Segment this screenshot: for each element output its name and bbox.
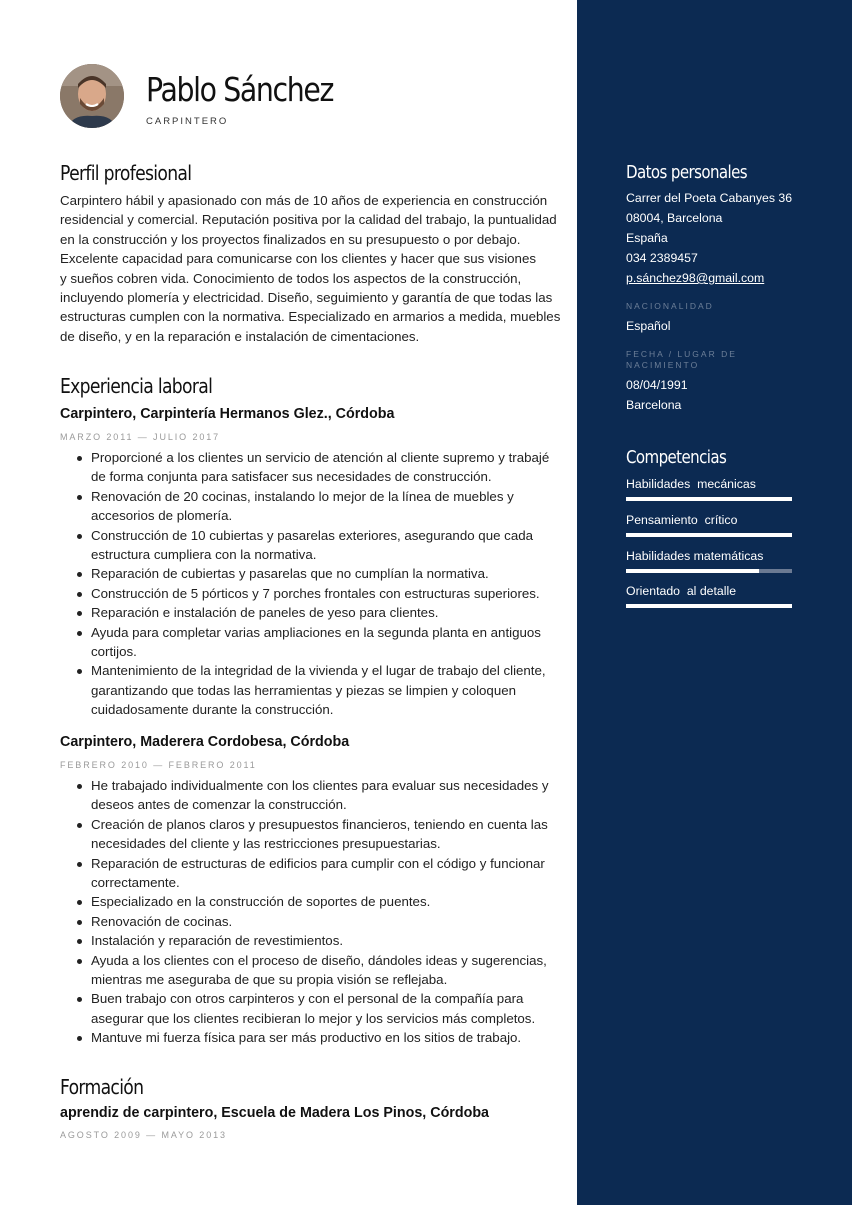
list-item: [77, 526, 547, 565]
skill-name: Habilidades mecánicas: [626, 477, 756, 491]
bullet-line: Mantuve mi fuerza física para ser más productivo en los sitios de trabajo.: [91, 1030, 522, 1046]
list-item: [77, 815, 547, 854]
bullet-line: Construcción de 5 pórticos y 7 porches frontales con estructuras superiores.: [91, 585, 540, 601]
avatar: [60, 64, 124, 128]
skill-level-bar: [626, 569, 792, 573]
bullet-line: He trabajado individualmente con los clientes para evaluar sus necesidades y: [91, 778, 549, 793]
list-item: [77, 584, 547, 603]
bullet-line: Proporcioné a los clientes un servicio de atención al cliente supremo y trabajé: [91, 450, 550, 465]
sidebar: [577, 0, 852, 1205]
skill-level-bar: [626, 533, 792, 537]
skills-section-title: Competencias: [626, 448, 727, 468]
bullet-line: Reparación e instalación de paneles de yeso para clientes.: [91, 605, 439, 621]
bullet-line: de forma conjunta para satisfacer sus necesidades de construcción.: [91, 469, 492, 485]
job-dates: MARZO 2011 — JULIO 2017: [60, 432, 221, 442]
bullet-line: Buen trabajo con otros carpinteros y con el personal de la compañía para: [91, 991, 524, 1007]
list-item: [77, 661, 547, 719]
profile-line: estructuras cumplen con la normativa. Especializado en armarios a medida, muebles: [60, 309, 561, 325]
profile-section-title: Perfil profesional: [60, 161, 192, 185]
candidate-name: Pablo Sánchez: [146, 70, 333, 109]
profile-summary: [60, 191, 561, 346]
job-bullet-list: [77, 448, 550, 720]
skill-level-fill: [626, 533, 792, 537]
list-item: [77, 623, 547, 662]
job-dates: FEBRERO 2010 — FEBRERO 2011: [60, 760, 257, 770]
bullet-line: Especializado en la construcción de soportes de puentes.: [91, 894, 431, 910]
education-heading: aprendiz de carpintero, Escuela de Madera Los Pinos, Córdoba: [60, 1105, 490, 1121]
address-country: España: [626, 231, 668, 245]
job-bullet-list: [77, 776, 547, 1048]
bullet-line: Creación de planos claros y presupuestos financieros, teniendo en cuenta las: [91, 816, 548, 832]
list-item: [77, 487, 547, 526]
profile-line: Carpintero hábil y apasionado con más de 10 años de experiencia en construcción: [60, 193, 548, 208]
birth-label: [626, 349, 737, 371]
birth-label-line: FECHA / LUGAR DE: [626, 349, 737, 359]
skill-name: Habilidades matemáticas: [626, 549, 764, 563]
bullet-line: Mantenimiento de la integridad de la vivienda y el lugar de trabajo del cliente,: [91, 663, 546, 679]
profile-line: incluyendo plomería y electricidad. Diseño, seguimiento y garantía de que todas las: [60, 290, 553, 306]
profile-line: residencial y comercial. Reputación positiva por la calidad del trabajo, la puntualidad: [60, 212, 557, 228]
profile-line: y sueños cobren vida. Conocimiento de todos los aspectos de la construcción,: [60, 270, 522, 286]
bullet-line: estructura cumpliera con la normativa.: [91, 547, 317, 563]
nationality-value: Español: [626, 319, 671, 333]
candidate-job-title: CARPINTERO: [146, 116, 229, 127]
list-item: [77, 854, 547, 893]
bullet-line: Reparación de cubiertas y pasarelas que no cumplían la normativa.: [91, 566, 489, 582]
bullet-line: deseos antes de comenzar la construcción.: [91, 797, 347, 813]
phone-number: 034 2389457: [626, 251, 698, 265]
birth-date: 08/04/1991: [626, 378, 688, 392]
skill-name: Orientado al detalle: [626, 584, 737, 598]
skill-level-bar: [626, 497, 792, 501]
list-item: [77, 448, 550, 487]
list-item: [77, 892, 547, 911]
skill-level-fill: [626, 497, 792, 501]
nationality-label: NACIONALIDAD: [626, 301, 714, 311]
list-item: [77, 912, 547, 931]
bullet-line: Renovación de 20 cocinas, instalando lo mejor de la línea de muebles y: [91, 488, 514, 504]
profile-line: Excelente capacidad para comunicarse con los clientes y hacer que sus visiones: [60, 251, 536, 267]
bullet-line: Ayuda para completar varias ampliaciones en la segunda planta en antiguos: [91, 624, 541, 640]
bullet-line: mientras me aseguraba de que su propia visión se reflejaba.: [91, 972, 448, 988]
bullet-line: Instalación y reparación de revestimientos.: [91, 933, 344, 949]
experience-section-title: Experiencia laboral: [60, 374, 213, 398]
bullet-line: necesidades del cliente y las restricciones presupuestarias.: [91, 836, 441, 852]
list-item: [77, 931, 547, 950]
bullet-line: Renovación de cocinas.: [91, 913, 233, 929]
list-item: [77, 564, 547, 583]
education-section-title: Formación: [60, 1075, 144, 1099]
skill-level-fill: [626, 604, 792, 608]
list-item: [77, 951, 547, 990]
profile-photo: [60, 64, 124, 128]
job-heading: Carpintero, Carpintería Hermanos Glez., Córdoba: [60, 406, 395, 422]
birth-label-line: NACIMIENTO: [626, 360, 700, 370]
list-item: [77, 989, 547, 1028]
profile-line: de diseño, y en la reparación e instalación de cimentaciones.: [60, 328, 420, 344]
bullet-line: cuidadosamente durante la construcción.: [91, 702, 334, 718]
bullet-line: cortijos.: [91, 644, 137, 660]
education-dates: AGOSTO 2009 — MAYO 2013: [60, 1130, 227, 1140]
address-line: Carrer del Poeta Cabanyes 36: [626, 191, 793, 205]
skill-level-fill: [626, 569, 759, 573]
skill-name: Pensamiento crítico: [626, 513, 738, 527]
skill-level-bar: [626, 604, 792, 608]
address-city: 08004, Barcelona: [626, 211, 723, 225]
bullet-line: accesorios de plomería.: [91, 508, 233, 524]
bullet-line: Reparación de estructuras de edificios para cumplir con el código y funcionar: [91, 855, 545, 871]
email-link[interactable]: p.sánchez98@gmail.com: [626, 271, 765, 285]
profile-line: en la construcción y los proyectos finalizados en su presupuesto o por debajo.: [60, 231, 521, 247]
bullet-line: asegurar que los clientes recibieran lo mejor y los servicios más completos.: [91, 1010, 536, 1026]
bullet-line: garantizando que todas las herramientas y piezas se limpien y coloquen: [91, 682, 517, 698]
birth-place: Barcelona: [626, 398, 682, 412]
personal-section-title: Datos personales: [626, 163, 748, 183]
list-item: [77, 603, 547, 622]
bullet-line: Ayuda a los clientes con el proceso de diseño, dándoles ideas y sugerencias,: [91, 952, 547, 968]
bullet-line: Construcción de 10 cubiertas y pasarelas exteriores, asegurando que cada: [91, 527, 534, 543]
bullet-line: correctamente.: [91, 875, 180, 891]
list-item: [77, 776, 547, 815]
resume-header: [60, 64, 560, 130]
list-item: [77, 1028, 547, 1047]
job-heading: Carpintero, Maderera Cordobesa, Córdoba: [60, 734, 350, 750]
